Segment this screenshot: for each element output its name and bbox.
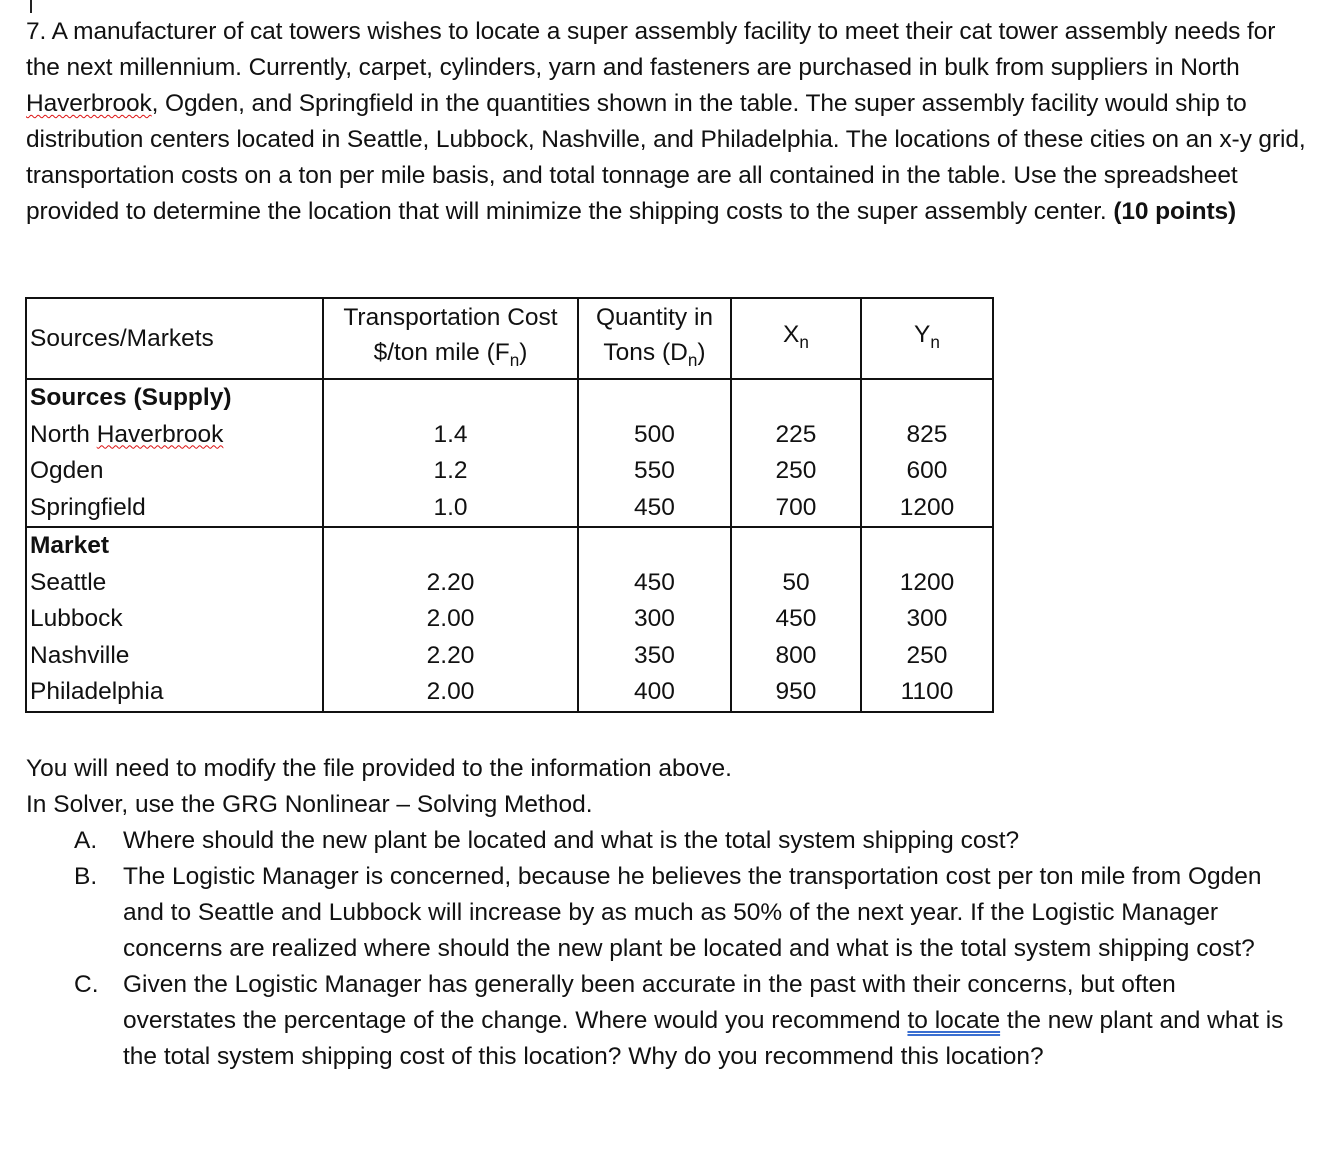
question-b: B. The Logistic Manager is concerned, because he believes the transportation cost per ton mile from Ogden and to Seattle and Lubbock will increase by as much as 50% of the next year. If the Logistic Manager concerns are realized where should the new plant be located and what is the total system shipping cost? — [26, 859, 1306, 967]
cell-y: 250 — [906, 641, 948, 669]
market-name: Philadelphia — [30, 678, 164, 705]
question-c: C. Given the Logistic Manager has generally been accurate in the past with their concerns, but often overstates the percentage of the change. Where would you recommend to locate the new plant and what is the total system shipping cost of this location? Why do you recommend this location? — [26, 967, 1306, 1075]
cell-x: 450 — [775, 605, 817, 632]
cell-cost: 1.2 — [433, 457, 468, 484]
sources-label: Sources (Supply) — [30, 384, 232, 411]
instruction-line-2: In Solver, use the GRG Nonlinear – Solving Method. — [26, 791, 593, 818]
source-name: North Haverbrook — [30, 420, 224, 448]
header-yn: $Y_n$ — [861, 298, 993, 379]
question-marker: A. — [74, 827, 98, 854]
cell-x: 800 — [775, 641, 817, 669]
markets-block — [26, 527, 993, 712]
cell-y: 1200 — [899, 568, 955, 596]
spellcheck-word[interactable]: Haverbrook — [96, 420, 224, 448]
header-xn: $X_n$ — [731, 298, 861, 379]
sources-x-col — [731, 379, 861, 527]
cell-qty: 350 — [634, 641, 675, 669]
cell-x: 250 — [775, 457, 817, 484]
markets-qty-col — [578, 527, 731, 712]
grammar-flag[interactable]: to locate — [907, 1007, 1001, 1034]
spellcheck-word[interactable]: Haverbrook — [26, 90, 152, 117]
points-label: (10 points) — [1113, 198, 1237, 225]
cell-cost: 2.00 — [426, 678, 475, 705]
problem-statement — [26, 14, 1306, 230]
markets-cost-col — [323, 527, 578, 712]
cell-x: 700 — [775, 493, 817, 521]
cell-y: 600 — [906, 457, 948, 484]
header-quantity: Quantity in Tons $(D_n)$ — [578, 298, 731, 379]
source-name: Ogden — [30, 457, 104, 484]
sources-y-col — [861, 379, 993, 527]
cell-cost: 2.20 — [426, 641, 475, 669]
cell-x: 225 — [775, 420, 817, 448]
cell-cost: 1.4 — [433, 420, 468, 448]
cell-qty: 300 — [634, 605, 675, 632]
cell-y: 1100 — [900, 678, 954, 705]
cell-x: 950 — [775, 678, 817, 705]
instructions-section — [26, 751, 1306, 1075]
problem-number: 7. — [26, 18, 47, 45]
question-marker: C. — [74, 971, 99, 998]
problem-text-after: , Ogden, and Springfield in the quantities shown in the table. The super assembly facility would ship to distribution centers located in Seattle, Lubbock, Nashville, and Philadelphia. The locations of these cities on an x-y grid, transportation costs on a ton per mile basis, and total tonnage are all contained in the table. Use the spreadsheet provided to determine the location that will minimize the shipping costs to the super assembly center. — [26, 90, 1306, 225]
market-name: Lubbock — [30, 605, 123, 632]
instruction-line-1: You will need to modify the file provided to the information above. — [26, 755, 732, 782]
cell-qty: 500 — [634, 420, 675, 448]
source-name: Springfield — [30, 493, 146, 521]
market-label: Market — [30, 532, 109, 559]
cell-cost: 2.20 — [426, 568, 475, 596]
markets-y-col — [861, 527, 993, 712]
market-name: Seattle — [30, 568, 107, 596]
cell-x: 50 — [782, 568, 810, 596]
header-sources-markets: Sources/Markets — [26, 298, 323, 379]
cell-qty: 550 — [634, 457, 675, 484]
question-list — [26, 823, 1306, 1075]
problem-text-before: A manufacturer of cat towers wishes to locate a super assembly facility to meet their cat tower assembly needs for the next millennium. Currently, carpet, cylinders, yarn and fasteners are purchased in bulk from suppliers in North — [26, 18, 1276, 81]
table-header-row — [26, 298, 993, 379]
cell-qty: 400 — [634, 678, 675, 705]
markets-names — [26, 527, 323, 712]
markets-x-col — [731, 527, 861, 712]
data-table — [25, 297, 994, 713]
question-marker: B. — [74, 863, 98, 890]
cell-cost: 1.0 — [433, 493, 468, 521]
cell-cost: 2.00 — [426, 605, 475, 632]
cell-y: 825 — [906, 420, 948, 448]
header-transport-cost: Transportation Cost $/ton mile $(F_n)$ — [323, 298, 578, 379]
sources-qty-col — [578, 379, 731, 527]
cell-qty: 450 — [634, 493, 675, 521]
cell-qty: 450 — [634, 568, 675, 596]
text-cursor — [30, 0, 32, 13]
question-a: A. Where should the new plant be located and what is the total system shipping cost? — [26, 823, 1306, 859]
cell-y: 300 — [906, 605, 948, 632]
cell-y: 1200 — [899, 493, 955, 521]
market-name: Nashville — [30, 641, 130, 669]
sources-cost-col — [323, 379, 578, 527]
sources-names — [26, 379, 323, 527]
sources-block — [26, 379, 993, 527]
